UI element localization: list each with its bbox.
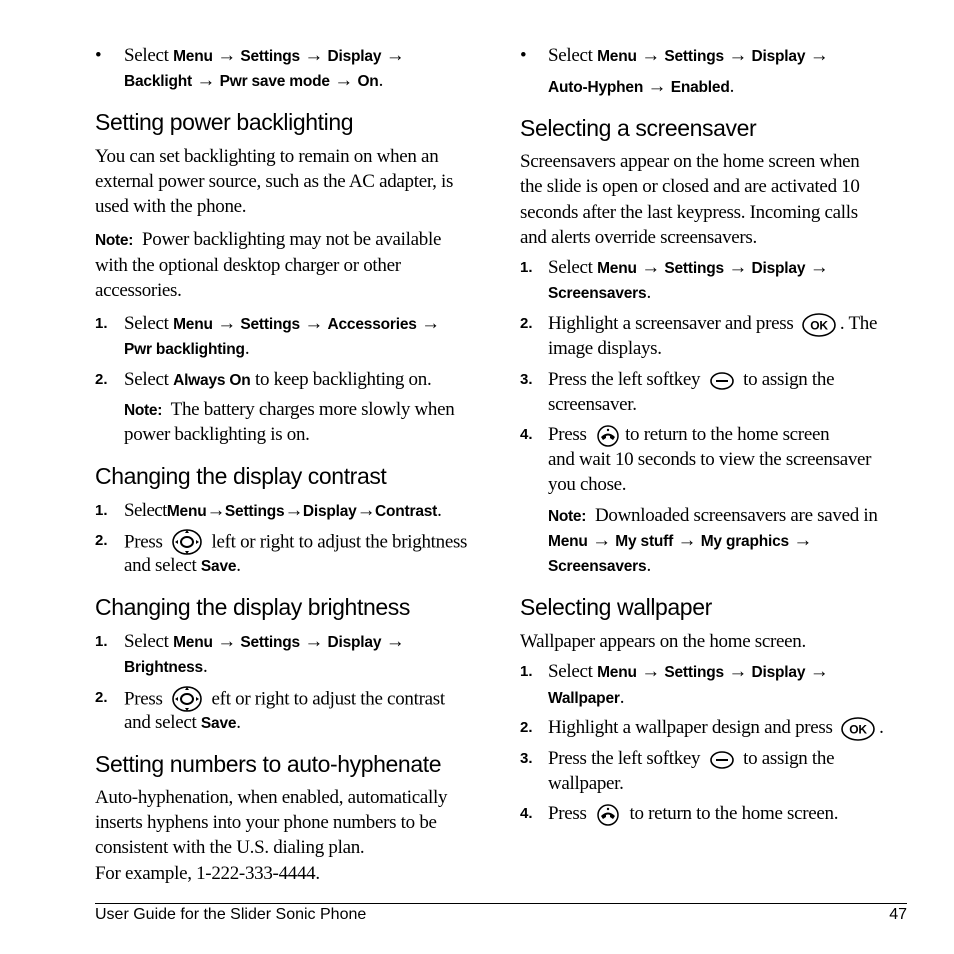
step-number: 1. [95,502,108,519]
paragraph-line: inserts hyphens into your phone numbers to be [95,812,437,833]
heading-display-brightness: Changing the display brightness [95,594,410,620]
step-number: 2. [520,315,533,332]
step-line: Select Menu → Settings → Display → [548,257,829,278]
end-key-icon [595,804,621,826]
ok-key-icon [841,717,875,741]
note-line: Menu → My stuff → My graphics → [548,530,813,551]
step-number: 2. [95,689,108,706]
step-number: 2. [520,719,533,736]
step-line: Press to return to the home screen. [548,803,839,824]
step-line: and select Save. [124,712,241,733]
heading-wallpaper: Selecting wallpaper [520,594,712,620]
right-bullet-line1: Select Menu → Settings → Display → [548,45,829,66]
step-line: screensaver. [548,394,637,415]
note-line: Note: Power backlighting may not be available [95,229,442,250]
heading-screensaver: Selecting a screensaver [520,115,757,141]
step-line: Press the left softkey to assign the [548,748,835,769]
step-number: 3. [520,371,533,388]
step-line: Brightness. [124,656,208,677]
paragraph-line: You can set backlighting to remain on when an [95,146,439,167]
note-line: with the optional desktop charger or other [95,255,401,276]
paragraph-line: used with the phone. [95,196,247,217]
paragraph-line: Screensavers appear on the home screen when [520,151,860,172]
paragraph-line: external power source, such as the AC adapter, is [95,171,454,192]
right-bullet-line2: Auto-Hyphen → Enabled. [548,76,735,97]
step-line: and wait 10 seconds to view the screensaver [548,449,872,470]
bullet: • [95,45,102,66]
step-line: Press left or right to adjust the brightness [124,528,467,558]
note-line: accessories. [95,280,182,301]
step-line: Highlight a wallpaper design and press OK . [548,715,884,741]
heading-display-contrast: Changing the display contrast [95,463,387,489]
svg-text:OK: OK [810,318,828,333]
step-line: and select Save. [124,555,241,576]
step-number: 4. [520,805,533,822]
step-line: Press eft or right to adjust the contrast [124,685,445,715]
note-line: Note: The battery charges more slowly when [124,399,455,420]
left-softkey-icon [709,371,735,391]
end-key-icon [595,425,621,447]
paragraph-line: the slide is open or closed and are activated 10 [520,176,860,197]
step-number: 1. [95,633,108,650]
heading-power-backlighting: Setting power backlighting [95,109,354,135]
paragraph-line: and alerts override screensavers. [520,227,757,248]
paragraph-line: consistent with the U.S. dialing plan. [95,837,365,858]
left-bullet-line1: Select Menu → Settings → Display → [124,45,405,66]
page-number: 47 [889,906,907,923]
ok-key-icon [802,313,836,337]
left-softkey-icon [709,750,735,770]
step-number: 1. [520,259,533,276]
step-line: Screensavers. [548,282,651,303]
step-line: Wallpaper. [548,687,625,708]
paragraph-line: Auto-hyphenation, when enabled, automatically [95,787,448,808]
step-line: SelectMenu→Settings→Display→Contrast. [124,500,442,521]
step-line: Press to return to the home screen [548,424,830,445]
left-bullet-line2: Backlight → Pwr save mode → On. [124,70,384,91]
step-number: 3. [520,750,533,767]
footer-title: User Guide for the Slider Sonic Phone [95,906,367,923]
note-line: power backlighting is on. [124,424,310,445]
step-line: Select Always On to keep backlighting on. [124,369,432,390]
step-number: 1. [520,663,533,680]
step-number: 1. [95,315,108,332]
bullet: • [520,45,527,66]
heading-auto-hyphenate: Setting numbers to auto-hyphenate [95,751,442,777]
step-line: Select Menu → Settings → Display → [548,661,829,682]
paragraph-line: seconds after the last keypress. Incoming calls [520,202,858,223]
step-number: 2. [95,532,108,549]
paragraph-line: For example, 1-222-333-4444. [95,863,320,884]
note-line: Screensavers. [548,555,651,576]
svg-text:OK: OK [849,722,867,737]
step-line: wallpaper. [548,773,624,794]
step-line: Highlight a screensaver and press OK . The [548,311,877,337]
step-line: image displays. [548,338,662,359]
step-line: you chose. [548,474,627,495]
step-number: 2. [95,371,108,388]
step-line: Select Menu → Settings → Accessories → [124,313,440,334]
step-number: 4. [520,426,533,443]
step-line: Select Menu → Settings → Display → [124,631,405,652]
paragraph-line: Wallpaper appears on the home screen. [520,631,806,652]
step-line: Press the left softkey to assign the [548,369,835,390]
page-footer [95,903,907,923]
note-line: Note: Downloaded screensavers are saved in [548,505,878,526]
step-line: Pwr backlighting. [124,338,250,359]
